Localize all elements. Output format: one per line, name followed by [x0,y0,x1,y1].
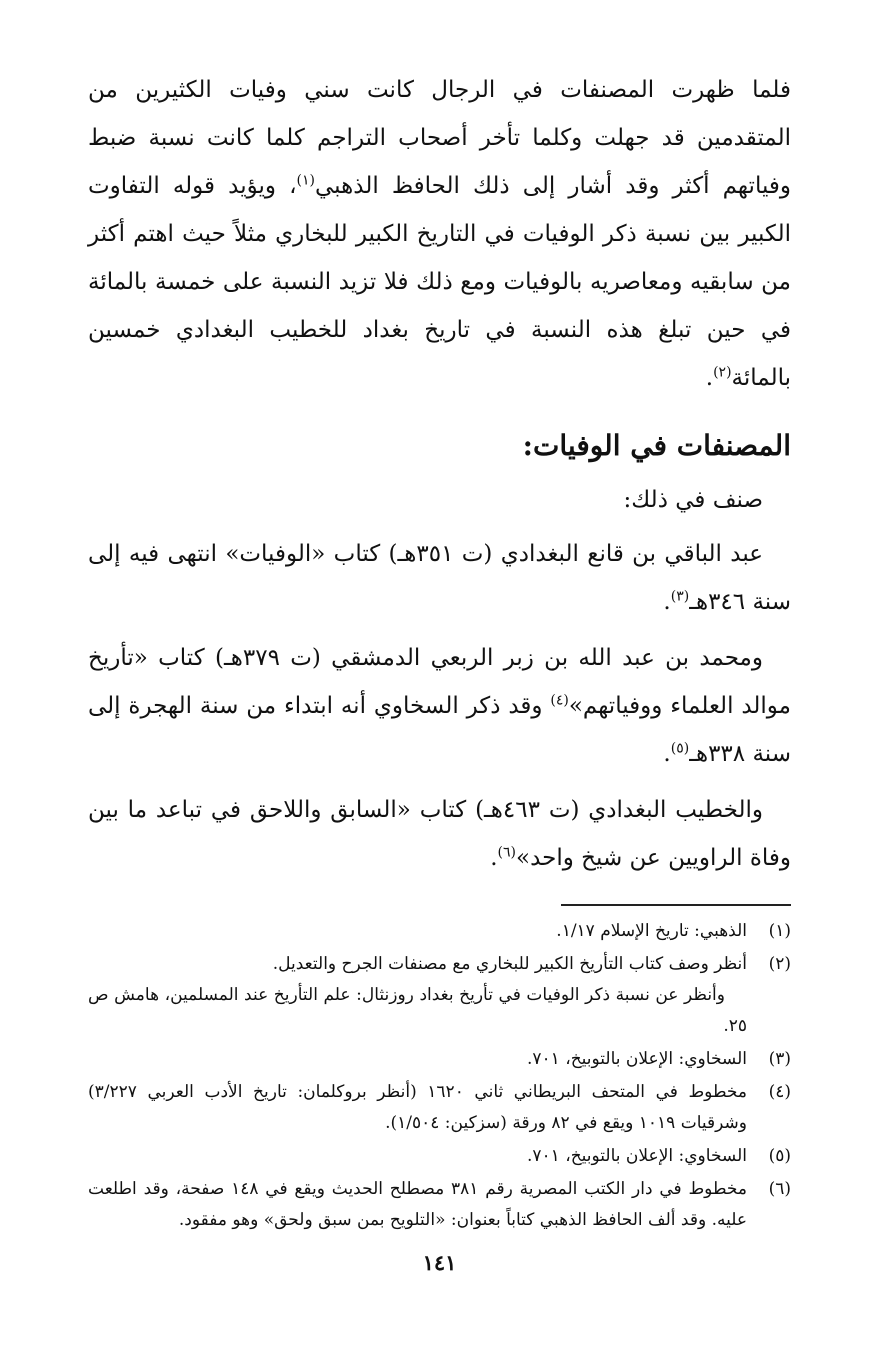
footnote-number: (٥) [768,1146,791,1166]
entry-ibn-qani [88,530,791,626]
entry-text: عبد الباقي بن قانع البغدادي (ت ٣٥١هـ) كتاب «الوفيات» انتهى فيه إلى سنة ٣٤٦هـ [88,541,791,615]
page-number: ١٤١ [422,1250,457,1275]
footnote-separator [561,904,791,906]
footnote-number: (١) [768,921,791,941]
entry-end: . [663,589,671,615]
book-page [88,60,791,1372]
footnote-body [88,949,747,1042]
footnote-text: السخاوي: الإعلان بالتوبيخ، ٧٠١. [526,1049,747,1069]
footnote-4 [88,1077,791,1139]
entry-text: ومحمد بن عبد الله بن زبر الربعي الدمشقي (ت ٣٧٩هـ) كتاب «تأريخ موالد العلماء ووفياتهم» [88,645,791,719]
intro-end: . [705,365,714,391]
entry-end: . [490,845,498,871]
footnote-ref-1: (١) [296,172,316,189]
footnote-text: أنظر وصف كتاب التأريخ الكبير للبخاري مع مصنفات الجرح والتعديل. [272,954,747,974]
footnote-number: (٢) [768,954,791,974]
intro-text-part2: ، ويؤيد قوله التفاوت الكبير بين نسبة ذكر الوفيات في التاريخ الكبير للبخاري مثلاً حيث اهتم أكثر من سابقيه ومعاصريه بالوفيات ومع ذلك فلا تزيد النسبة على خمسة بالمائة في حين تبلغ هذه النسبة في تاريخ بغداد للخطيب البغدادي خمسين بالمائة [88,173,791,391]
footnote-5 [88,1141,791,1172]
footnote-ref-6: (٦) [497,844,516,861]
footnote-number: (٦) [768,1179,791,1199]
footnote-text-continued: وأنظر عن نسبة ذكر الوفيات في تأريخ بغداد روزنثال: علم التأريخ عند المسلمين، هامش ص ٢٥. [88,985,747,1036]
subheading: صنف في ذلك: [623,487,763,513]
entry-text: والخطيب البغدادي (ت ٤٦٣هـ) كتاب «السابق واللاحق في تباعد ما بين وفاة الراويين عن شيخ واحد» [88,797,791,871]
intro-paragraph [88,66,791,402]
entry-ibn-zabr [88,634,791,778]
entry-text-2: وقد ذكر السخاوي أنه ابتداء من سنة الهجرة إلى سنة ٣٣٨هـ [88,693,791,767]
footnote-text: مخطوط في المتحف البريطاني ثاني ١٦٢٠ (أنظر بروكلمان: تاريخ الأدب العربي ٣/٢٢٧) وشرقيات ١٠١٩ ويقع في ٨٢ ورقة (سزكين: ١/٥٠٤). [88,1082,747,1133]
footnote-6 [88,1174,791,1236]
footnote-text: الذهبي: تاريخ الإسلام ١/١٧. [556,921,747,941]
footnote-2 [88,949,791,1042]
section-heading: المصنفات في الوفيات: [522,429,791,462]
footnote-ref-3: (٣) [670,588,690,605]
footnote-number: (٤) [768,1082,791,1102]
footnote-text: مخطوط في دار الكتب المصرية رقم ٣٨١ مصطلح الحديث ويقع في ١٤٨ صفحة، وقد اطلعت عليه. وقد ألف الحافظ الذهبي كتاباً بعنوان: «التلويح بمن سبق ولحق» وهو مفقود. [88,1179,747,1230]
footnote-number: (٣) [768,1049,791,1069]
entry-khatib [88,786,791,882]
footnote-ref-2: (٢) [713,364,732,381]
footnote-ref-4: (٤) [550,692,569,709]
footnote-3 [88,1044,791,1075]
entry-end: . [663,741,671,767]
footnote-ref-5: (٥) [670,740,690,757]
intro-text-part1: فلما ظهرت المصنفات في الرجال كانت سني وفيات الكثيرين من المتقدمين قد جهلت وكلما تأخر أصحاب التراجم كلما كانت نسبة ضبط وفياتهم أكثر وقد أشار إلى ذلك الحافظ الذهبي [88,77,791,199]
footnotes [88,916,791,1236]
footnote-text: السخاوي: الإعلان بالتوبيخ، ٧٠١. [526,1146,747,1166]
footnote-1 [88,916,791,947]
